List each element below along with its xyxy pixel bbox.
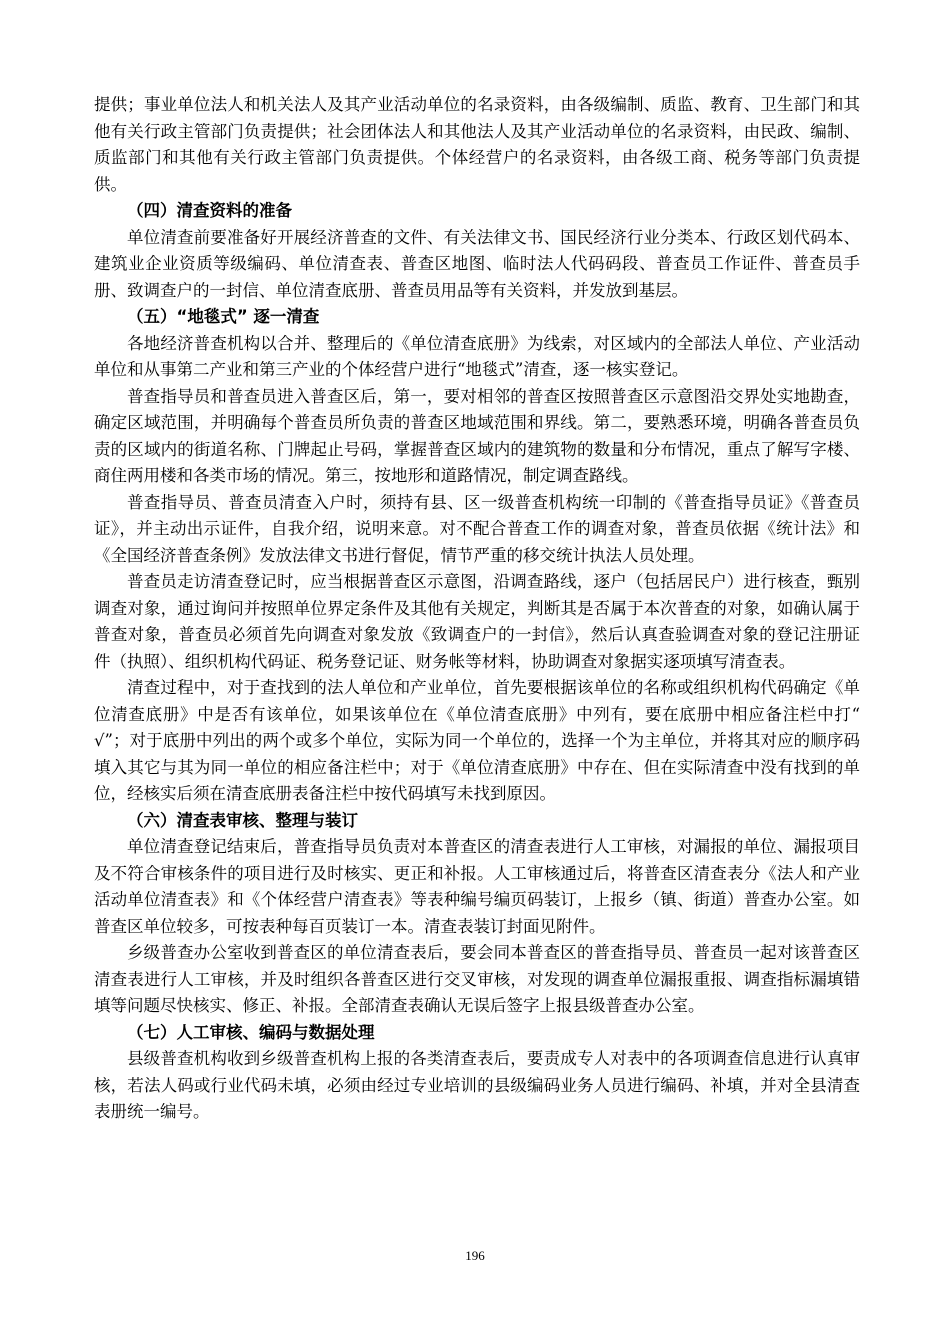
page-number: 196 <box>465 1248 485 1263</box>
paragraph: 县级普查机构收到乡级普查机构上报的各类清查表后，要责成专人对表中的各项调查信息进行认真审核，若法人码或行业代码未填，必须由经过专业培训的县级编码业务人员进行编码、补填，并对全县清查表册统一编号。 <box>94 1049 860 1121</box>
paragraph: 乡级普查办公室收到普查区的单位清查表后，要会同本普查区的普查指导员、普查员一起对该普查区清查表进行人工审核，并及时组织各普查区进行交叉审核，对发现的调查单位漏报重报、调查指标漏填错填等问题尽快核实、修正、补报。全部清查表确认无误后签字上报县级普查办公室。 <box>94 943 860 1015</box>
paragraph: 单位清查登记结束后，普查指导员负责对本普查区的清查表进行人工审核，对漏报的单位、漏报项目及不符合审核条件的项目进行及时核实、更正和补报。人工审核通过后，将普查区清查表分《法人和产业活动单位清查表》和《个体经营户清查表》等表种编号编页码装订，上报乡（镇、街道）普查办公室。如普查区单位较多，可按表种每百页装订一本。清查表装订封面见附件。 <box>94 837 860 936</box>
paragraph: 提供；事业单位法人和机关法人及其产业活动单位的名录资料，由各级编制、质监、教育、卫生部门和其他有关行政主管部门负责提供；社会团体法人和其他法人及其产业活动单位的名录资料，由民政、编制、质监部门和其他有关行政主管部门负责提供。个体经营户的名录资料，由各级工商、税务等部门负责提供。 <box>94 95 860 194</box>
paragraph: 单位清查前要准备好开展经济普查的文件、有关法律文书、国民经济行业分类本、行政区划代码本、建筑业企业资质等级编码、单位清查表、普查区地图、临时法人代码码段、普查员工作证件、普查员手册、致调查户的一封信、单位清查底册、普查员用品等有关资料，并发放到基层。 <box>94 227 860 300</box>
paragraph: 普查指导员和普查员进入普查区后，第一，要对相邻的普查区按照普查区示意图沿交界处实地勘查，确定区域范围，并明确每个普查员所负责的普查区地域范围和界线。第二，要熟悉环境，明确各普查员负责的区域内的街道名称、门牌起止号码，掌握普查区域内的建筑物的数量和分布情况，重点了解写字楼、商住两用楼和各类市场的情况。第三，按地形和道路情况，制定调查路线。 <box>94 386 860 485</box>
section-heading-4: （四）清查资料的准备 <box>127 201 292 220</box>
section-heading-6: （六）清查表审核、整理与装订 <box>127 810 358 830</box>
paragraph: 普查指导员、普查员清查入户时，须持有县、区一级普查机构统一印制的《普查指导员证》《普查员证》，并主动出示证件，自我介绍，说明来意。对不配合普查工作的调查对象，普查员依据《统计法》和《全国经济普查条例》发放法律文书进行督促，情节严重的移交统计执法人员处理。 <box>94 492 860 565</box>
paragraph: 各地经济普查机构以合并、整理后的《单位清查底册》为线索，对区域内的全部法人单位、产业活动单位和从事第二产业和第三产业的个体经营户进行“地毯式”清查，逐一核实登记。 <box>94 333 860 379</box>
section-heading-5: （五）“地毯式” 逐一清查 <box>127 307 320 326</box>
paragraph: 普查员走访清查登记时，应当根据普查区示意图，沿调查路线，逐户（包括居民户）进行核查，甄别调查对象，通过询问并按照单位界定条件及其他有关规定，判断其是否属于本次普查的对象，如确认属于普查对象，普查员必须首先向调查对象发放《致调查户的一封信》，然后认真查验调查对象的登记注册证件（执照）、组织机构代码证、税务登记证、财务帐等材料，协助调查对象据实逐项填写清查表。 <box>94 572 860 671</box>
document-body <box>94 92 860 1126</box>
paragraph: 清查过程中，对于查找到的法人单位和产业单位，首先要根据该单位的名称或组织机构代码确定《单位清查底册》中是否有该单位，如果该单位在《单位清查底册》中列有，要在底册中相应备注栏中打“ √”；对于底册中列出的两个或多个单位，实际为同一个单位的，选择一个为主单位，并将其对应的顺序码填入其它与其为同一单位的相应备注栏中；对于《单位清查底册》中存在、但在实际清查中没有找到的单位，经核实后须在清查底册表备注栏中按代码填写未找到原因。 <box>94 678 860 803</box>
section-heading-7: （七）人工审核、编码与数据处理 <box>127 1022 375 1042</box>
